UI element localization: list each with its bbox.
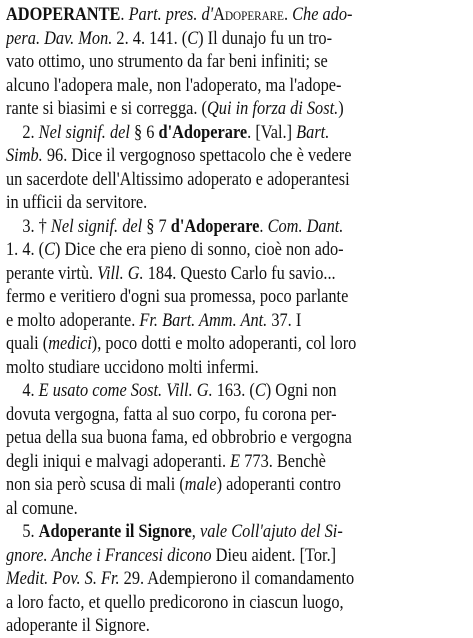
text-segment: 29. Adempierono il comandamento	[119, 568, 355, 589]
text-segment: .	[283, 4, 293, 25]
entry-line	[6, 473, 466, 497]
text-segment: ), poco dotti e molto adoperanti, col loro	[91, 333, 357, 354]
entry-line	[6, 144, 466, 168]
text-segment: 5.	[6, 521, 39, 542]
text-segment: 37. I	[267, 309, 302, 331]
text-segment: Medit. Pov. S. Fr.	[6, 568, 120, 589]
text-segment: in ufficii da servitore.	[6, 192, 148, 213]
entry-line	[6, 497, 466, 521]
text-segment: non sia però scusa di mali (	[6, 474, 185, 495]
text-segment: Fr. Bart. Amm. Ant.	[139, 309, 268, 331]
text-segment: ,	[191, 521, 200, 542]
text-segment: ) Il dunajo fu un tro-	[198, 27, 333, 49]
text-segment: 1. 4. (	[6, 239, 45, 260]
text-segment: fermo e veritiero d'ogni sua promessa, poco parlante	[6, 286, 349, 307]
text-segment: 184. Questo Carlo fu savio...	[143, 262, 336, 284]
text-segment: Adoperare	[213, 4, 284, 25]
text-segment: ) Ogni non	[265, 380, 337, 401]
entry-line	[6, 168, 466, 192]
text-segment: E usato come Sost. Vill. G.	[38, 380, 213, 401]
entry-line	[6, 191, 466, 215]
entry-line	[6, 426, 466, 450]
text-segment: 2.	[6, 121, 39, 143]
text-segment: Part. pres. d'	[128, 4, 214, 25]
entry-line	[6, 27, 466, 51]
text-segment: 4.	[6, 380, 39, 401]
text-segment: d'Adoperare	[170, 215, 260, 237]
text-segment: . [Val.]	[247, 121, 297, 143]
text-segment: Vill. G.	[97, 262, 144, 284]
text-segment: .	[259, 215, 268, 237]
text-segment: ) Dice che era pieno di sonno, cioè non ado-	[55, 239, 344, 260]
entry-line	[6, 215, 466, 239]
text-segment: un sacerdote dell'Altissimo adoperato e adoperantesi	[6, 168, 350, 190]
text-segment: ADOPERANTE	[6, 4, 121, 25]
text-segment: petua della sua buona fama, ed obbrobrio e vergogna	[6, 427, 352, 448]
text-segment: a loro facto, et quello predicorono in ciascun luogo,	[6, 591, 344, 613]
entry-line	[6, 520, 466, 544]
text-segment: Com. Dant.	[267, 215, 344, 237]
text-segment: § 7	[142, 215, 171, 237]
text-segment: e molto adoperante.	[6, 309, 140, 331]
entry-line	[6, 450, 466, 474]
text-segment: vale Coll'ajuto del Si-	[199, 521, 343, 542]
text-segment: d'Adoperare	[158, 121, 248, 143]
entry-line	[6, 97, 466, 121]
text-segment: medici	[48, 333, 92, 354]
text-segment: Dieu aident. [Tor.]	[211, 544, 337, 566]
text-segment: 163. (	[212, 380, 255, 401]
entry-line	[6, 121, 466, 145]
text-segment: 773. Benchè	[240, 450, 326, 472]
entry-line	[6, 285, 466, 309]
entry-line	[6, 403, 466, 427]
entry-line	[6, 379, 466, 403]
text-segment: ) adoperanti contro	[216, 474, 341, 495]
text-segment: degli iniqui e malvagi adoperanti.	[6, 450, 231, 472]
entry-line	[6, 332, 466, 356]
entry-line	[6, 591, 466, 615]
text-segment: dovuta vergogna, fatta al suo corpo, fu corona per-	[6, 403, 337, 425]
text-segment: 3. †	[6, 215, 51, 237]
text-segment: Simb.	[6, 145, 43, 166]
text-segment: rante si biasimi e si corregga. (	[6, 98, 208, 119]
entry-line	[6, 74, 466, 98]
text-segment: alcuno l'adopera male, non l'adoperato, ma l'adope-	[6, 74, 342, 96]
text-segment: perante virtù.	[6, 262, 98, 284]
text-segment: al comune.	[6, 497, 78, 519]
text-segment: 96. Dice il vergognoso spettacolo che è vedere	[42, 145, 352, 166]
entry-line	[6, 238, 466, 262]
entry-line	[6, 309, 466, 333]
entry-line	[6, 614, 466, 638]
text-segment: 2. 4. 141. (	[112, 27, 188, 49]
text-segment: E	[230, 450, 241, 472]
entry-line	[6, 50, 466, 74]
entry-line	[6, 262, 466, 286]
entry-line	[6, 567, 466, 591]
text-segment: § 6	[129, 121, 159, 143]
text-segment: Nel signif. del	[50, 215, 143, 237]
text-segment: Bart.	[296, 121, 330, 143]
text-segment: C	[187, 27, 199, 49]
text-segment: Adoperante il Signore	[38, 521, 192, 542]
text-segment: )	[338, 98, 344, 119]
text-segment: Qui in forza di Sost.	[207, 98, 339, 119]
text-segment: vato ottimo, uno strumento da far beni infiniti; se	[6, 51, 328, 72]
text-segment: adoperante il Signore.	[6, 615, 150, 636]
entry-line	[6, 544, 466, 568]
text-segment: C	[44, 239, 56, 260]
text-segment: C	[254, 380, 266, 401]
entry-line	[6, 3, 466, 27]
text-segment: gnore. Anche i Francesi dicono	[6, 544, 212, 566]
text-segment: male	[184, 474, 217, 495]
text-segment: Che ado-	[292, 4, 353, 25]
entry-line	[6, 356, 466, 380]
text-segment: Nel signif. del	[38, 121, 130, 143]
text-segment: .	[120, 4, 129, 25]
text-segment: quali (	[6, 333, 49, 354]
text-segment: pera. Dav. Mon.	[6, 27, 113, 49]
text-segment: molto studiare uccidono molti infermi.	[6, 356, 259, 378]
